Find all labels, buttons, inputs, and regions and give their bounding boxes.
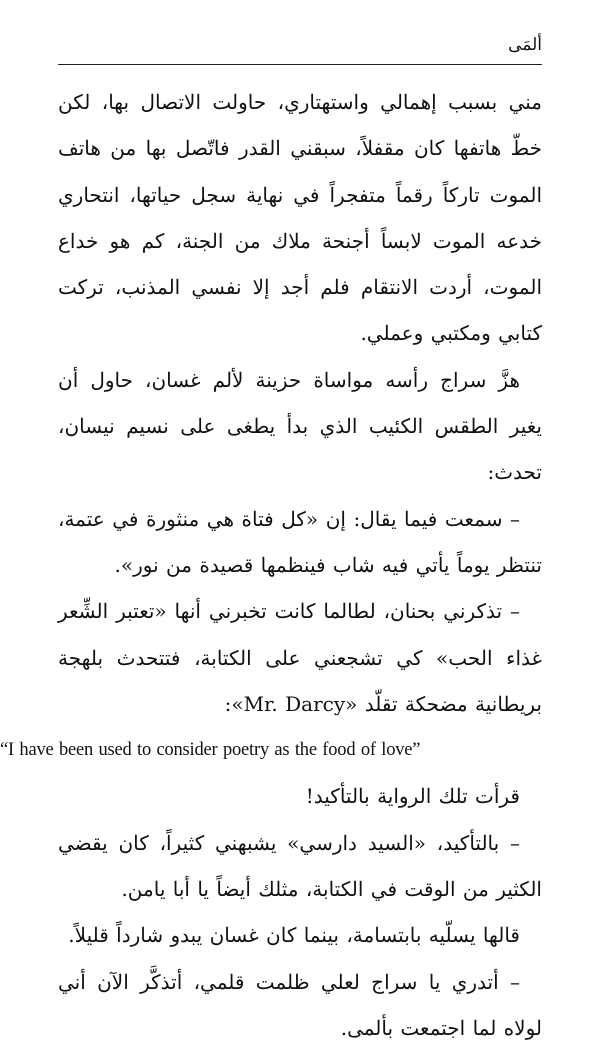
paragraph: هزَّ سراج رأسه مواساة حزينة لألم غسان، حاول أن يغير الطقس الكئيب الذي بدأ يطغى على نسيم نيسان، تحدث: <box>58 367 542 485</box>
paragraph: – أتدري يا سراج لعلي ظلمت قلمي، أتذكَّر الآن أني لولاه لما اجتمعت بألمى. <box>58 969 542 1040</box>
paragraph: قرأت تلك الرواية بالتأكيد! <box>305 784 520 809</box>
page-header <box>58 30 542 65</box>
paragraph: – تذكرني بحنان، لطالما كانت تخبرني أنها «تعتبر الشِّعر غذاء الحب» كي تشجعني على الكتابة، فتتحدث بلهجة بريطانية مضحكة تقلّد «Mr. Darcy»: <box>58 599 542 716</box>
running-title: ألمَى <box>508 35 542 55</box>
paragraph: – بالتأكيد، «السيد دارسي» يشبهني كثيراً، كان يقضي الكثير من الوقت في الكتابة، مثلك أيضاً يا أبا يامن. <box>58 830 542 902</box>
paragraph: – سمعت فيما يقال: إن «كل فتاة هي منثورة في عتمة، تنتظر يوماً يأتي فيه شاب فينظمها قصيدة من نور». <box>58 506 542 577</box>
paragraph: قالها يسلّيه بابتسامة، بينما كان غسان يبدو شارداً قليلاً. <box>68 923 520 948</box>
english-quote: “I have been used to consider poetry as the food of love” <box>0 740 421 761</box>
body-text <box>0 79 542 1051</box>
book-page <box>0 30 542 1040</box>
paragraph: مني بسبب إهمالي واستهتاري، حاولت الاتصال بها، لكن خطّ هاتفها كان مقفلاً، سبقني القدر فاتّصل بها من هاتف الموت تاركاً رقماً متفجراً في نهاية سجل حياتها، انتحاري خدعه الموت لابساً أجنحة ملاك من الجنة، كم هو خداع الموت، أردت الانتقام فلم أجد إلا نفسي المذنب، تركت كتابي ومكتبي وعملي. <box>58 90 542 346</box>
